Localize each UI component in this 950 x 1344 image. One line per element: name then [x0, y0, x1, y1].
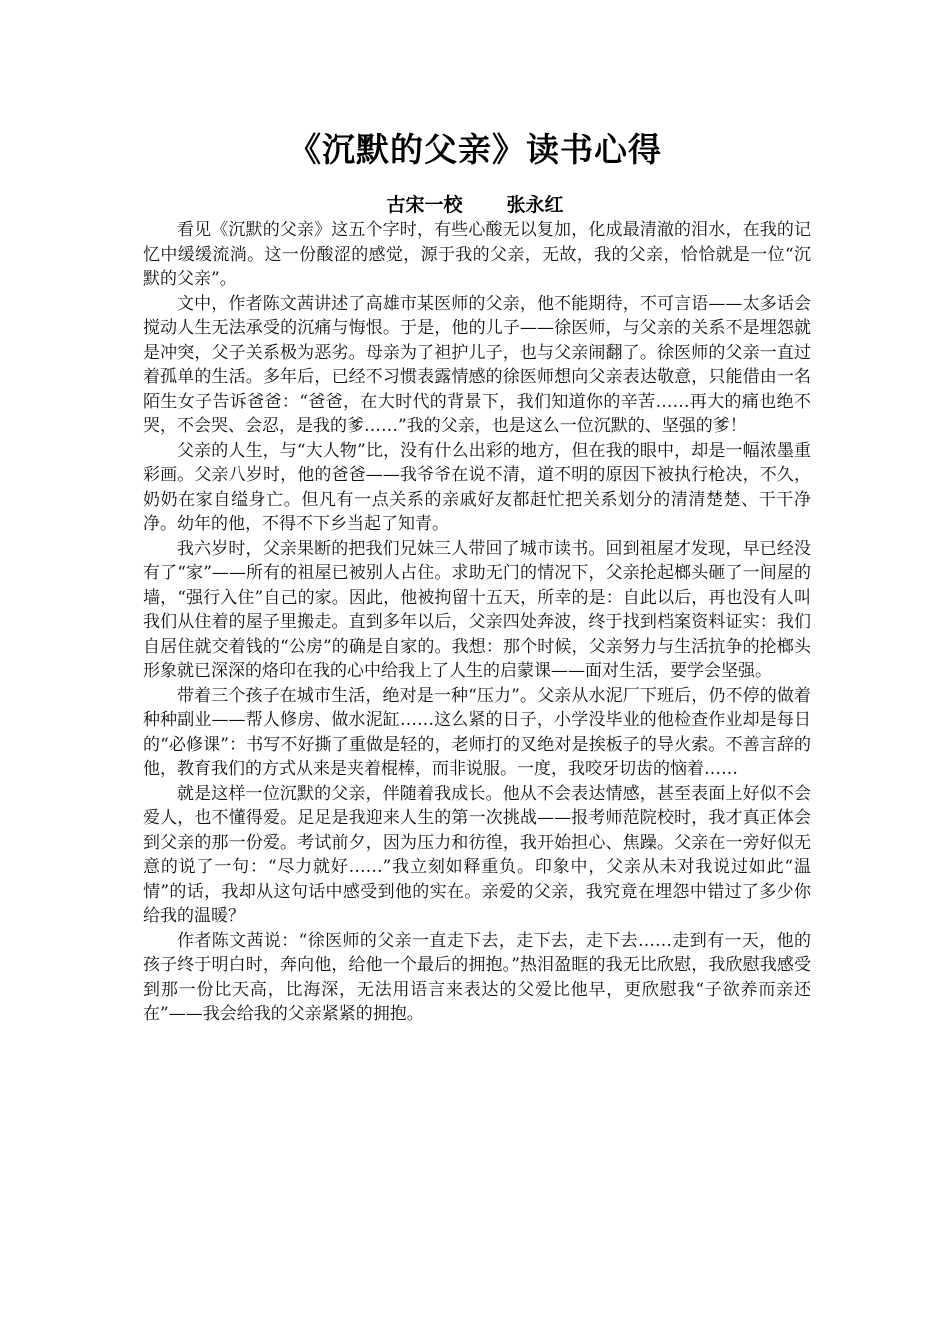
author-byline	[0, 190, 950, 220]
document-body	[143, 218, 811, 1027]
paragraph-2: 文中，作者陈文茜讲述了高雄市某医师的父亲，他不能期待，不可言语——太多话会搅动人生无法承受的沉痛与悔恨。于是，他的儿子——徐医师，与父亲的关系不是埋怨就是冲突，父子关系极为恶劣。母亲为了袒护儿子，也与父亲闹翻了。徐医师的父亲一直过着孤单的生活。多年后，已经不习惯表露情感的徐医师想向父亲表达敬意，只能借由一名陌生女子告诉爸爸：“爸爸，在大时代的背景下，我们知道你的辛苦……再大的痛也绝不哭，不会哭、会忍，是我的爹……”我的父亲，也是这么一位沉默的、坚强的爹！	[143, 293, 811, 436]
paragraph-3: 父亲的人生，与“大人物”比，没有什么出彩的地方，但在我的眼中，却是一幅浓墨重彩画。父亲八岁时，他的爸爸——我爷爷在说不清，道不明的原因下被执行枪决，不久，奶奶在家自缢身亡。但凡有一点关系的亲戚好友都赶忙把关系划分的清清楚楚、干干净净。幼年的他，不得不下乡当起了知青。	[143, 440, 811, 534]
paragraph-7: 作者陈文茜说：“徐医师的父亲一直走下去，走下去，走下去……走到有一天，他的孩子终于明白时，奔向他，给他一个最后的拥抱。”热泪盈眶的我无比欣慰，我欣慰我感受到那一份比天高，比海深，无法用语言来表达的父爱比他早，更欣慰我“子欲养而亲还在”——我会给我的父亲紧紧的拥抱。	[143, 930, 811, 1024]
paragraph-4: 我六岁时，父亲果断的把我们兄妹三人带回了城市读书。回到祖屋才发现，早已经没有了“家”——所有的祖屋已被别人占住。求助无门的情况下，父亲抡起榔头砸了一间屋的墙，“强行入住”自己的家。因此，他被拘留十五天，所幸的是：自此以后，再也没有人叫我们从住着的屋子里搬走。直到多年以后，父亲四处奔波，终于找到档案资料证实：我们自居住就交着钱的“公房”的确是自家的。我想：那个时候，父亲努力与生活抗争的抡榔头形象就已深深的烙印在我的心中给我上了人生的启蒙课——面对生活，要学会坚强。	[143, 538, 811, 681]
paragraph-6: 就是这样一位沉默的父亲，伴随着我成长。他从不会表达情感，甚至表面上好似不会爱人，也不懂得爱。足足是我迎来人生的第一次挑战——报考师范院校时，我才真正体会到父亲的那一份爱。考试前夕，因为压力和彷徨，我开始担心、焦躁。父亲在一旁好似无意的说了一句：“尽力就好……”我立刻如释重负。印象中，父亲从未对我说过如此“温情”的话，我却从这句话中感受到他的实在。亲爱的父亲，我究竟在埋怨中错过了多少你给我的温暖？	[143, 783, 811, 926]
author-name: 张永红	[506, 194, 564, 216]
document-title: 《沉默的父亲》读书心得	[288, 130, 662, 169]
school-name: 古宋一校	[386, 194, 463, 216]
paragraph-1: 看见《沉默的父亲》这五个字时，有些心酸无以复加，化成最清澈的泪水，在我的记忆中缓缓流淌。这一份酸涩的感觉，源于我的父亲，无故，我的父亲，恰恰就是一位“沉默的父亲”。	[143, 220, 811, 289]
paragraph-5: 带着三个孩子在城市生活，绝对是一种“压力”。父亲从水泥厂下班后，仍不停的做着种种副业——帮人修房、做水泥缸……这么紧的日子，小学没毕业的他检查作业却是每日的“必修课”：书写不好撕了重做是轻的，老师打的叉绝对是挨板子的导火索。不善言辞的他，教育我们的方式从来是夹着棍棒，而非说服。一度，我咬牙切齿的恼着……	[143, 685, 811, 779]
